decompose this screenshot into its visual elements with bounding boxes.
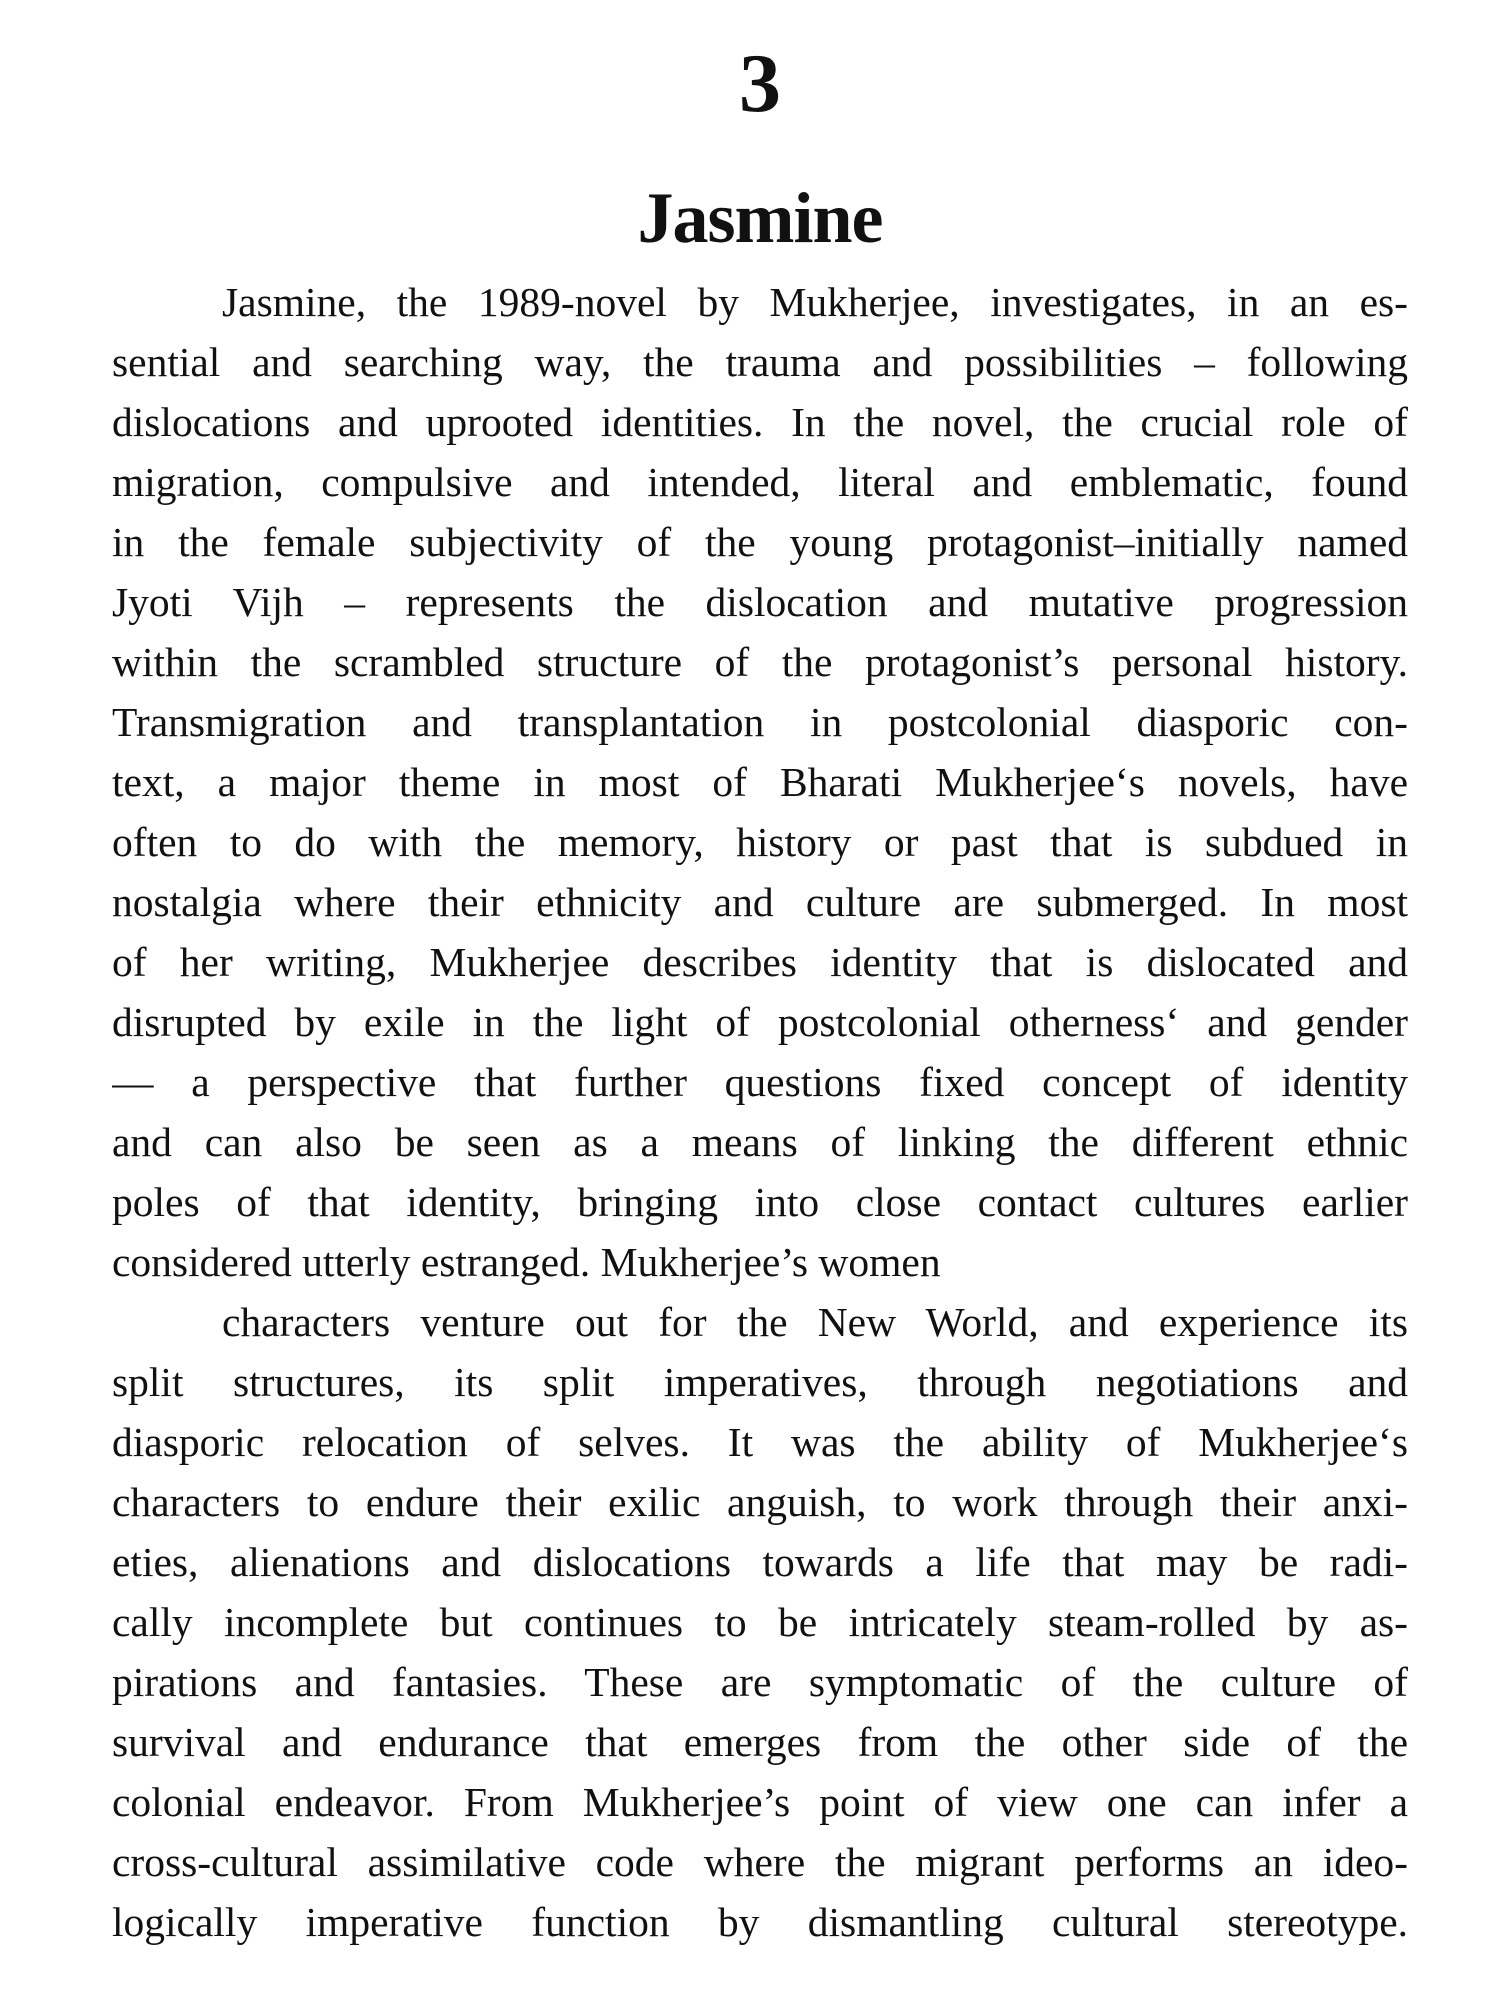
text-line: often to do with the memory, history or past that is subdued in [112,819,1408,865]
text-line: cross-cultural assimilative code where the migrant performs an ideo- [112,1839,1408,1885]
chapter-title: Jasmine [637,178,883,258]
text-line: diasporic relocation of selves. It was the ability of Mukherjee‘s [112,1419,1408,1465]
text-line: of her writing, Mukherjee describes identity that is dislocated and [112,939,1408,985]
text-line: characters to endure their exilic anguish, to work through their anxi- [112,1479,1408,1525]
text-line: in the female subjectivity of the young protagonist–initially named [112,519,1408,565]
text-line: migration, compulsive and intended, literal and emblematic, found [112,459,1408,505]
text-line: survival and endurance that emerges from the other side of the [112,1719,1408,1765]
text-line: and can also be seen as a means of linking the different ethnic [112,1119,1408,1165]
text-line: sential and searching way, the trauma and possibilities – following [112,339,1408,385]
body-text [112,272,1408,1952]
text-line: colonial endeavor. From Mukherjee’s point of view one can infer a [112,1779,1408,1825]
text-line: within the scrambled structure of the protagonist’s personal history. [112,639,1408,685]
text-line: nostalgia where their ethnicity and culture are submerged. In most [112,879,1408,925]
text-line: Transmigration and transplantation in postcolonial diasporic con- [112,699,1408,745]
chapter-number: 3 [739,37,781,130]
text-line: pirations and fantasies. These are symptomatic of the culture of [112,1659,1408,1705]
text-line: text, a major theme in most of Bharati Mukherjee‘s novels, have [112,759,1408,805]
text-line: considered utterly estranged. Mukherjee’s women [112,1239,941,1285]
text-line: poles of that identity, bringing into close contact cultures earlier [112,1179,1408,1225]
text-line: logically imperative function by dismantling cultural stereotype. [112,1899,1408,1945]
text-line: characters venture out for the New World, and experience its [222,1299,1408,1345]
text-line: split structures, its split imperatives, through negotiations and [112,1359,1408,1405]
text-line: cally incomplete but continues to be intricately steam-rolled by as- [112,1599,1408,1645]
text-line: Jasmine, the 1989-novel by Mukherjee, investigates, in an es- [222,279,1408,325]
text-line: disrupted by exile in the light of postcolonial otherness‘ and gender [112,999,1408,1045]
text-line: — a perspective that further questions fixed concept of identity [112,1059,1408,1105]
text-line: Jyoti Vijh – represents the dislocation and mutative progression [112,579,1408,625]
text-line: eties, alienations and dislocations towards a life that may be radi- [112,1539,1408,1585]
text-line: dislocations and uprooted identities. In the novel, the crucial role of [112,399,1408,445]
